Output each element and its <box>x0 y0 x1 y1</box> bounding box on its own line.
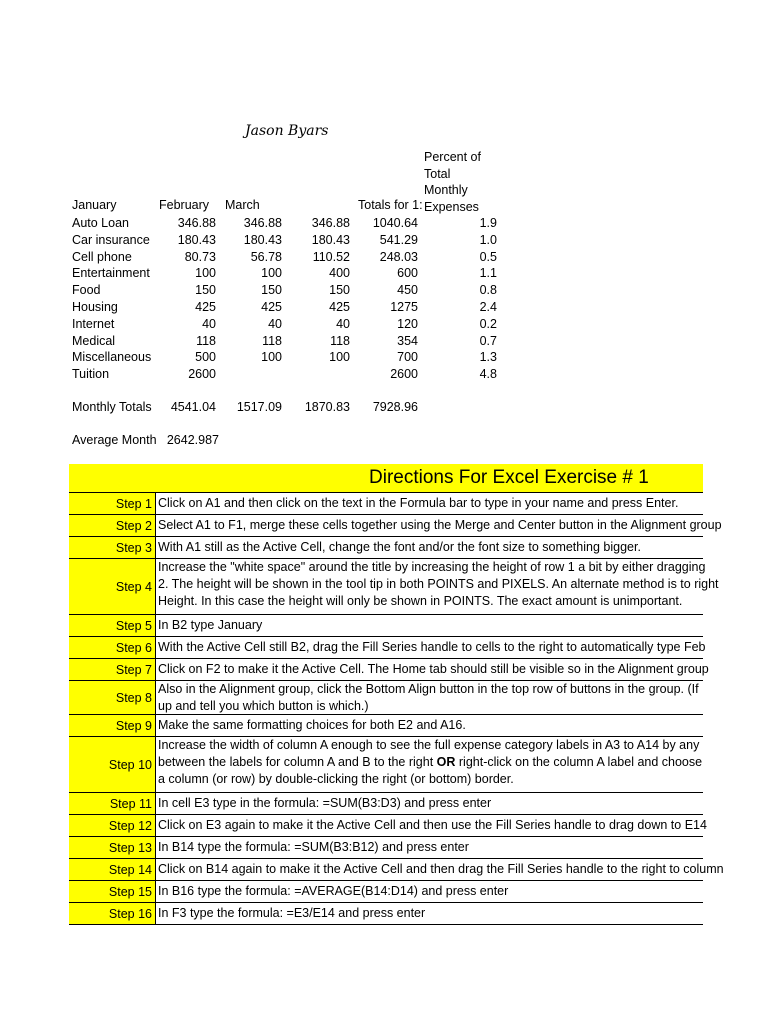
step-text-line: In B2 type January <box>158 618 263 632</box>
expense-label: Car insurance <box>72 232 150 247</box>
cell-february: 500 <box>195 350 216 365</box>
step-text-line: In B14 type the formula: =SUM(B3:B12) and press enter <box>158 840 469 854</box>
cell-february: 40 <box>202 316 216 331</box>
cell-february: 346.88 <box>177 216 216 230</box>
step-row <box>69 637 706 659</box>
cell-d: 346.88 <box>311 216 350 230</box>
step-label-text: Step 7 <box>115 662 152 677</box>
step-label <box>69 715 156 736</box>
step-text <box>158 539 703 556</box>
percent-header-line: Total <box>424 166 451 181</box>
expense-label: Tuition <box>72 367 110 382</box>
step-text-line: With the Active Cell still B2, drag the Fill Series handle to cells to the right to automatically type Feb <box>158 640 706 654</box>
cell-d: 180.43 <box>311 232 350 247</box>
step-text <box>158 883 703 900</box>
step-text-line: Click on F2 to make it the Active Cell. The Home tab should still be visible so in the Alignment group <box>158 662 709 676</box>
step-label-text: Step 16 <box>108 906 152 921</box>
emphasis-or: OR <box>436 755 456 769</box>
cell-march: 346.88 <box>243 216 282 230</box>
expense-label: Food <box>72 283 101 298</box>
cell-march: 118 <box>262 333 282 348</box>
step-row <box>69 515 722 537</box>
monthly-totals-label: Monthly Totals <box>72 400 152 414</box>
step-text-line: Height. In this case the height will only be shown in POINTS. The exact amount is unimportant. <box>158 594 683 608</box>
step-label-text: Step 4 <box>115 579 152 594</box>
header-february: February <box>159 198 210 212</box>
step-row <box>69 903 703 925</box>
step-label-text: Step 12 <box>108 818 152 833</box>
step-label <box>69 837 156 858</box>
step-row <box>69 737 703 793</box>
expense-label: Cell phone <box>72 249 132 264</box>
expense-row <box>0 266 520 282</box>
step-row <box>69 881 703 903</box>
step-text <box>158 817 707 834</box>
step-text-line: Select A1 to F1, merge these cells together using the Merge and Center button in the Alignment group <box>158 518 722 532</box>
step-label-text: Step 9 <box>115 718 152 733</box>
step-text-line: Click on E3 again to make it the Active Cell and then use the Fill Series handle to drag down to E14 <box>158 818 707 832</box>
step-text <box>158 839 703 856</box>
step-text-line: Increase the "white space" around the title by increasing the height of row 1 a bit by either dragging <box>158 560 706 574</box>
step-label <box>69 559 156 614</box>
step-text <box>158 737 703 788</box>
cell-march: 425 <box>261 300 282 314</box>
expense-row <box>0 334 520 350</box>
step-text-line: Increase the width of column A enough to see the full expense category labels in A3 to A14 by any <box>158 738 700 752</box>
header-january: January <box>72 198 117 212</box>
step-text <box>158 559 719 610</box>
monthly-total-february: 4541.04 <box>170 400 216 414</box>
cell-d: 150 <box>329 283 350 298</box>
step-label-text: Step 1 <box>115 496 152 511</box>
cell-percent: 0.8 <box>479 283 497 298</box>
cell-percent: 0.5 <box>479 249 497 264</box>
cell-february: 425 <box>195 300 216 314</box>
cell-d: 118 <box>330 333 350 348</box>
cell-march: 100 <box>261 350 282 365</box>
step-text-line: Also in the Alignment group, click the Bottom Align button in the top row of buttons in the group. (If <box>158 682 699 696</box>
average-month-label: Average Month <box>72 433 157 447</box>
cell-percent: 2.4 <box>479 300 497 314</box>
cell-percent: 1.1 <box>479 266 497 281</box>
percent-header <box>424 149 481 215</box>
step-row <box>69 615 703 637</box>
cell-march: 180.43 <box>243 232 282 247</box>
step-text-line: 2. The height will be shown in the tool tip in both POINTS and PIXELS. An alternate method is to right <box>158 577 719 591</box>
step-label-text: Step 3 <box>115 540 152 555</box>
step-label-text: Step 6 <box>115 640 152 655</box>
step-label-text: Step 14 <box>108 862 152 877</box>
cell-total: 600 <box>397 266 418 281</box>
step-label-text: Step 10 <box>108 757 152 772</box>
monthly-total-d: 1870.83 <box>304 400 350 414</box>
step-label-text: Step 15 <box>108 884 152 899</box>
step-label-text: Step 2 <box>115 518 152 533</box>
step-label <box>69 793 156 814</box>
step-text-line: In cell E3 type in the formula: =SUM(B3:D3) and press enter <box>158 796 492 810</box>
cell-total: 1040.64 <box>372 216 418 230</box>
cell-february: 2600 <box>188 367 216 382</box>
step-label <box>69 659 156 680</box>
average-month-value: 2642.987 <box>166 433 219 447</box>
cell-percent: 0.2 <box>479 316 497 331</box>
step-row <box>69 537 703 559</box>
cell-february: 100 <box>195 266 216 281</box>
cell-february: 150 <box>195 283 216 298</box>
step-text <box>158 861 724 878</box>
step-row <box>69 659 709 681</box>
step-text <box>158 795 703 812</box>
cell-total: 248.03 <box>379 249 418 264</box>
cell-percent: 0.7 <box>479 333 497 348</box>
cell-percent: 1.0 <box>479 232 497 247</box>
step-row <box>69 859 724 881</box>
step-label <box>69 737 156 792</box>
step-row <box>69 715 703 737</box>
cell-february: 80.73 <box>184 249 216 264</box>
step-text <box>158 717 703 734</box>
step-label <box>69 681 156 714</box>
cell-total: 2600 <box>390 367 418 382</box>
step-label <box>69 637 156 658</box>
cell-march: 40 <box>268 316 282 331</box>
step-label-text: Step 13 <box>108 840 152 855</box>
cell-march: 100 <box>261 266 282 281</box>
cell-d: 40 <box>336 316 350 331</box>
step-label-text: Step 8 <box>115 690 152 705</box>
cell-february: 180.43 <box>177 232 216 247</box>
monthly-total-overall: 7928.96 <box>372 400 418 414</box>
step-text-line: a column (or row) by double-clicking the right (or bottom) border. <box>158 772 514 786</box>
cell-total: 450 <box>397 283 418 298</box>
directions-title-bar <box>69 464 703 493</box>
step-text-line: up and tell you which button is which.) <box>158 699 369 713</box>
cell-d: 400 <box>329 266 350 281</box>
percent-header-line: Expenses <box>424 199 479 214</box>
cell-february: 118 <box>196 333 216 348</box>
percent-header-line: Percent of <box>424 150 481 164</box>
cell-march: 56.78 <box>250 249 282 264</box>
step-text <box>158 681 703 715</box>
step-label <box>69 903 156 924</box>
step-text-line: In B16 type the formula: =AVERAGE(B14:D14) and press enter <box>158 884 509 898</box>
step-text-line: Make the same formatting choices for both E2 and A16. <box>158 718 466 732</box>
step-row <box>69 793 703 815</box>
step-row <box>69 837 703 859</box>
step-text <box>158 661 709 678</box>
cell-percent: 4.8 <box>479 367 497 382</box>
step-row <box>69 815 707 837</box>
step-text <box>158 905 703 922</box>
step-text-line: between the labels for column A and B to the right OR right-click on the column A label and choose <box>158 755 703 769</box>
step-text <box>158 617 703 634</box>
step-text-line: Click on A1 and then click on the text in the Formula bar to type in your name and press Enter. <box>158 496 679 510</box>
step-label <box>69 815 156 836</box>
expense-row <box>0 283 520 299</box>
step-text <box>158 495 703 512</box>
step-text <box>158 639 706 656</box>
header-totals: Totals for 1: <box>358 198 423 212</box>
expense-row <box>0 317 520 333</box>
step-label-text: Step 5 <box>115 618 152 633</box>
cell-total: 541.29 <box>379 232 418 247</box>
step-text-line: Click on B14 again to make it the Active Cell and then drag the Fill Series handle to the right to column <box>158 862 724 876</box>
expense-label: Housing <box>72 300 118 314</box>
step-text <box>158 517 722 534</box>
cell-total: 354 <box>397 333 418 348</box>
cell-total: 1275 <box>390 300 418 314</box>
step-label <box>69 615 156 636</box>
step-row <box>69 559 719 615</box>
expense-row <box>0 350 520 366</box>
cell-total: 120 <box>397 316 418 331</box>
step-row <box>69 681 703 715</box>
cell-march: 150 <box>261 283 282 298</box>
expense-row <box>0 233 520 249</box>
expense-row <box>0 300 520 316</box>
step-label <box>69 881 156 902</box>
step-label <box>69 515 156 536</box>
percent-header-line: Monthly <box>424 183 468 197</box>
header-march: March <box>225 198 260 212</box>
expense-row <box>0 250 520 266</box>
expense-label: Entertainment <box>72 266 150 281</box>
step-label <box>69 859 156 880</box>
cell-total: 700 <box>397 350 418 365</box>
expense-label: Medical <box>72 333 116 348</box>
directions-title: Directions For Excel Exercise # 1 <box>369 467 649 488</box>
expense-label: Internet <box>72 316 115 331</box>
directions-block <box>69 464 724 921</box>
cell-d: 100 <box>329 350 350 365</box>
cell-percent: 1.3 <box>479 350 497 365</box>
step-text-line: In F3 type the formula: =E3/E14 and press enter <box>158 906 426 920</box>
cell-d: 110.52 <box>312 249 350 264</box>
step-row <box>69 493 703 515</box>
cell-percent: 1.9 <box>479 216 497 230</box>
expense-label: Miscellaneous <box>72 350 152 365</box>
expense-row <box>0 216 520 232</box>
sheet-title-name: Jason Byars <box>245 123 329 139</box>
cell-d: 425 <box>329 300 350 314</box>
step-label <box>69 493 156 514</box>
expense-row <box>0 367 520 383</box>
step-text-line: With A1 still as the Active Cell, change the font and/or the font size to something bigger. <box>158 540 641 554</box>
expense-label: Auto Loan <box>72 216 129 230</box>
step-label-text: Step 11 <box>109 796 152 811</box>
step-label <box>69 537 156 558</box>
monthly-total-march: 1517.09 <box>236 400 282 414</box>
